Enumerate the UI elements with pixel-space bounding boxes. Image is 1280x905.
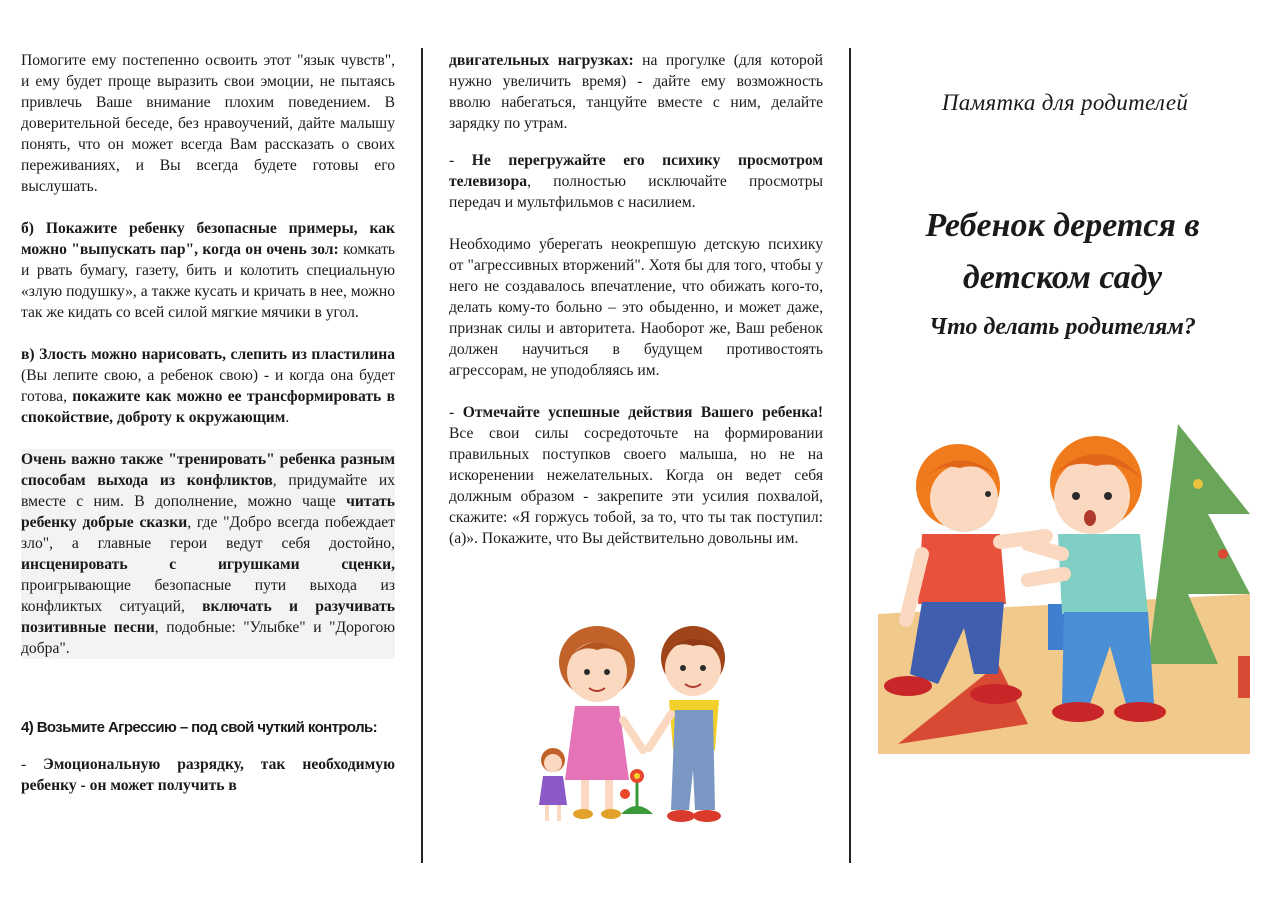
section-heading-control-aggression: 4) Возьмите Агрессию – под свой чуткий контроль:	[21, 719, 378, 736]
physical-activity-heading: двигательных нагрузках:	[449, 52, 634, 69]
paragraph-tv	[449, 150, 823, 213]
physical-activity-text: на прогулке (для которой нужно увеличить время) - дайте ему возможность вволю набегаться, танцуйте вместе с ним, делайте зарядку по утрам.	[449, 52, 823, 132]
train-conflicts-text-3: проигрывающие безопасные пути выхода из конфликтых ситуаций,	[21, 577, 395, 615]
paragraph-train-conflicts	[21, 449, 395, 659]
cover-subtitle: Что делать родителям?	[929, 314, 1196, 340]
emotional-release-text: Эмоциональную разрядку, так необходимую ребенку - он может получить в	[21, 756, 395, 794]
train-conflicts-heading: Очень важно также "тренировать" ребенка разным способам выхода из конфликтов	[21, 451, 395, 489]
paragraph-physical-activity	[449, 50, 823, 134]
safe-examples-text: комкать и рвать бумагу, газету, бить и колотить специальную «злую подушку», а также кусать и кричать в нее, можно так же кидать со всей силой мягкие мячики в угол.	[21, 241, 396, 321]
read-fairy-tales: читать ребенку добрые сказки	[21, 493, 395, 531]
tv-heading: Не перегружайте его психику просмотром телевизора	[449, 152, 823, 190]
draw-anger-transform: покажите как можно ее трансформировать в спокойствие, доброту к окружающим	[21, 388, 395, 426]
stage-scenes: инсценировать с игрушками сценки,	[21, 556, 395, 573]
praise-text: Все свои силы сосредоточьте на формировании правильных поступков своего малыша, но не на искоренении нежелательных. Когда он ведет себя должным образом - закрепите эти усилия похвалой, скажите: «Я горжусь тобой, за то, что ты так поступил:(а)». Покажите, что Вы действительно довольны им.	[449, 425, 823, 547]
girl-figure	[559, 626, 643, 819]
children-holding-hands-illustration	[525, 610, 755, 840]
doll-figure	[539, 748, 567, 821]
boy-figure	[649, 626, 725, 822]
paragraph-safe-examples	[21, 218, 395, 323]
train-conflicts-text-2: , где "Добро всегда побеждает зло", а главные герои ведут себя достойно,	[21, 514, 396, 552]
column-divider-right	[849, 48, 851, 863]
column-1	[21, 50, 395, 796]
tv-text: , полностью исключайте просмотры передач и мультфильмов с насилием.	[449, 173, 823, 211]
praise-dash: -	[449, 404, 463, 421]
draw-anger-heading: в) Злость можно нарисовать, слепить из пластилина	[21, 346, 395, 363]
safe-examples-heading: б) Покажите ребенку безопасные примеры, как можно "выпускать пар", когда он очень зол:	[21, 220, 395, 258]
cover-title: Ребенок дерется в детском саду	[925, 207, 1200, 296]
paragraph-emotional-release	[21, 754, 395, 796]
draw-anger-end: .	[285, 409, 290, 426]
emotional-release-dash: -	[21, 756, 44, 773]
paragraph-protect-psyche: Необходимо уберегать неокрепшую детскую психику от "агрессивных вторжений". Хотя бы для того, чтобы у него не создавалось впечатление, что обижать кого-то, делать кому-то больно – это обыденно, и может даже, признак силы и авторитета. Наоборот же, Ваш ребенок должен научиться в будущем противостоять агрессорам, не уподобляясь им.	[449, 236, 823, 379]
fighting-boys-illustration	[878, 424, 1250, 754]
paragraph-praise	[449, 402, 823, 549]
column-2	[449, 50, 823, 549]
positive-songs: включать и разучивать позитивные песни	[21, 598, 395, 636]
red-block	[1238, 656, 1250, 698]
draw-anger-text: (Вы лепите свою, а ребенок свою) - и когда она будет готова,	[21, 367, 395, 405]
tv-dash: -	[449, 152, 472, 169]
praise-heading: Отмечайте успешные действия Вашего ребенка!	[462, 404, 824, 421]
column-divider-left	[421, 48, 423, 863]
paragraph-draw-anger	[21, 344, 395, 428]
train-conflicts-text-4: , подобные: "Улыбке" и "Дорогою добра".	[21, 619, 395, 657]
train-conflicts-text-1: , придумайте их вместе с ним. В дополнение, можно чаще	[21, 472, 395, 510]
memo-for-parents: Памятка для родителей	[941, 90, 1189, 115]
paragraph-language-of-feelings: Помогите ему постепенно освоить этот "язык чувств", и ему будет проще выразить свои эмоции, не пытаясь привлечь Ваше внимание плохим поведением. В доверительной беседе, без нравоучений, дайте малышу понять, что он может всегда Вам рассказать о своих переживаниях, и Вы всегда будете готовы его выслушать.	[21, 52, 395, 195]
